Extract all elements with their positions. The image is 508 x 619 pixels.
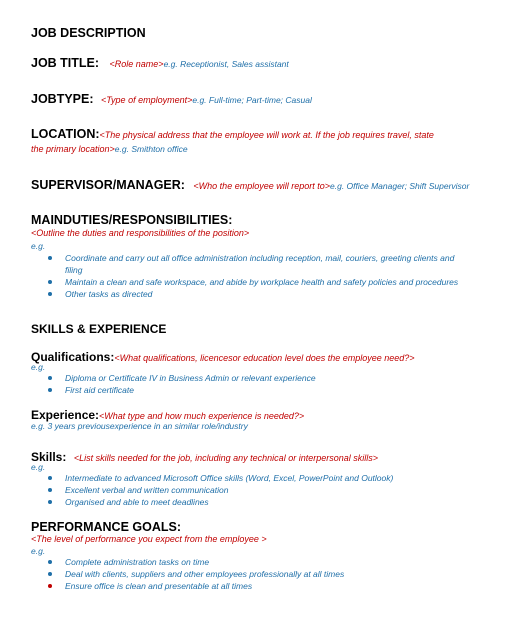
bullet-icon [48, 256, 52, 260]
list-item: Complete administration tasks on time [48, 556, 468, 568]
job-title-placeholder: <Role name> [109, 59, 164, 69]
duties-placeholder: <Outline the duties and responsibilities of the position> [31, 228, 250, 238]
location-label: LOCATION: [31, 127, 100, 141]
location-example: e.g. Smithton office [114, 144, 188, 154]
job-type-row [31, 90, 312, 108]
location-placeholder-line2: the primary location> [31, 144, 115, 154]
list-item: Coordinate and carry out all office administration including reception, mail, couriers, greeting clients and filing [48, 252, 468, 276]
skills-label: Skills: [31, 450, 67, 464]
supervisor-example: e.g. Office Manager; Shift Supervisor [330, 181, 470, 191]
job-type-label: JOBTYPE: [31, 92, 94, 106]
bullet-icon [48, 500, 52, 504]
qualifications-placeholder: <What qualifications, licencesor education level does the employee need?> [114, 353, 415, 363]
skills-experience-heading: SKILLS & EXPERIENCE [31, 322, 167, 336]
document-title: JOB DESCRIPTION [31, 26, 146, 40]
job-title-label: JOB TITLE: [31, 56, 100, 70]
duties-list [48, 252, 468, 300]
location-row-2 [31, 139, 188, 157]
list-item: Diploma or Certificate IV in Business Admin or relevant experience [48, 372, 468, 384]
experience-example: e.g. 3 years previousexperience in an similar role/industry [31, 421, 248, 431]
supervisor-label: SUPERVISOR/MANAGER: [31, 178, 185, 192]
list-item: Other tasks as directed [48, 288, 468, 300]
duties-label: MAINDUTIES/RESPONSIBILITIES: [31, 213, 233, 227]
list-item: Maintain a clean and safe workspace, and abide by workplace health and safety policies and procedures [48, 276, 468, 288]
job-title-row [31, 54, 289, 72]
bullet-icon [48, 572, 52, 576]
job-title-example: e.g. Receptionist, Sales assistant [163, 59, 289, 69]
qualifications-eg: e.g. [31, 362, 46, 372]
job-type-example: e.g. Full-time; Part-time; Casual [192, 95, 312, 105]
location-placeholder-line1: <The physical address that the employee will work at. If the job requires travel, state [99, 130, 434, 140]
bullet-icon [48, 584, 52, 588]
performance-placeholder: <The level of performance you expect from the employee > [31, 534, 267, 544]
bullet-icon [48, 488, 52, 492]
list-item: Deal with clients, suppliers and other employees professionally at all times [48, 568, 468, 580]
qualifications-list [48, 372, 468, 396]
bullet-icon [48, 376, 52, 380]
bullet-icon [48, 476, 52, 480]
bullet-icon [48, 280, 52, 284]
list-item: First aid certificate [48, 384, 468, 396]
list-item: Intermediate to advanced Microsoft Office skills (Word, Excel, PowerPoint and Outlook) [48, 472, 468, 484]
skills-row [31, 448, 378, 466]
list-item: Organised and able to meet deadlines [48, 496, 468, 508]
experience-placeholder: <What type and how much experience is needed?> [99, 411, 305, 421]
qualifications-label: Qualifications: [31, 350, 115, 364]
qualifications-row [31, 348, 415, 366]
skills-placeholder: <List skills needed for the job, including any technical or interpersonal skills> [73, 453, 378, 463]
supervisor-row [31, 176, 469, 194]
bullet-icon [48, 560, 52, 564]
skills-eg: e.g. [31, 462, 46, 472]
duties-eg: e.g. [31, 241, 46, 251]
bullet-icon [48, 292, 52, 296]
performance-list [48, 556, 468, 592]
list-item: Excellent verbal and written communication [48, 484, 468, 496]
performance-label: PERFORMANCE GOALS: [31, 520, 181, 534]
supervisor-placeholder: <Who the employee will report to> [193, 181, 330, 191]
job-type-placeholder: <Type of employment> [100, 95, 193, 105]
performance-eg: e.g. [31, 546, 46, 556]
list-item: Ensure office is clean and presentable at all times [48, 580, 468, 592]
bullet-icon [48, 388, 52, 392]
experience-label: Experience: [31, 408, 100, 422]
skills-list [48, 472, 468, 508]
